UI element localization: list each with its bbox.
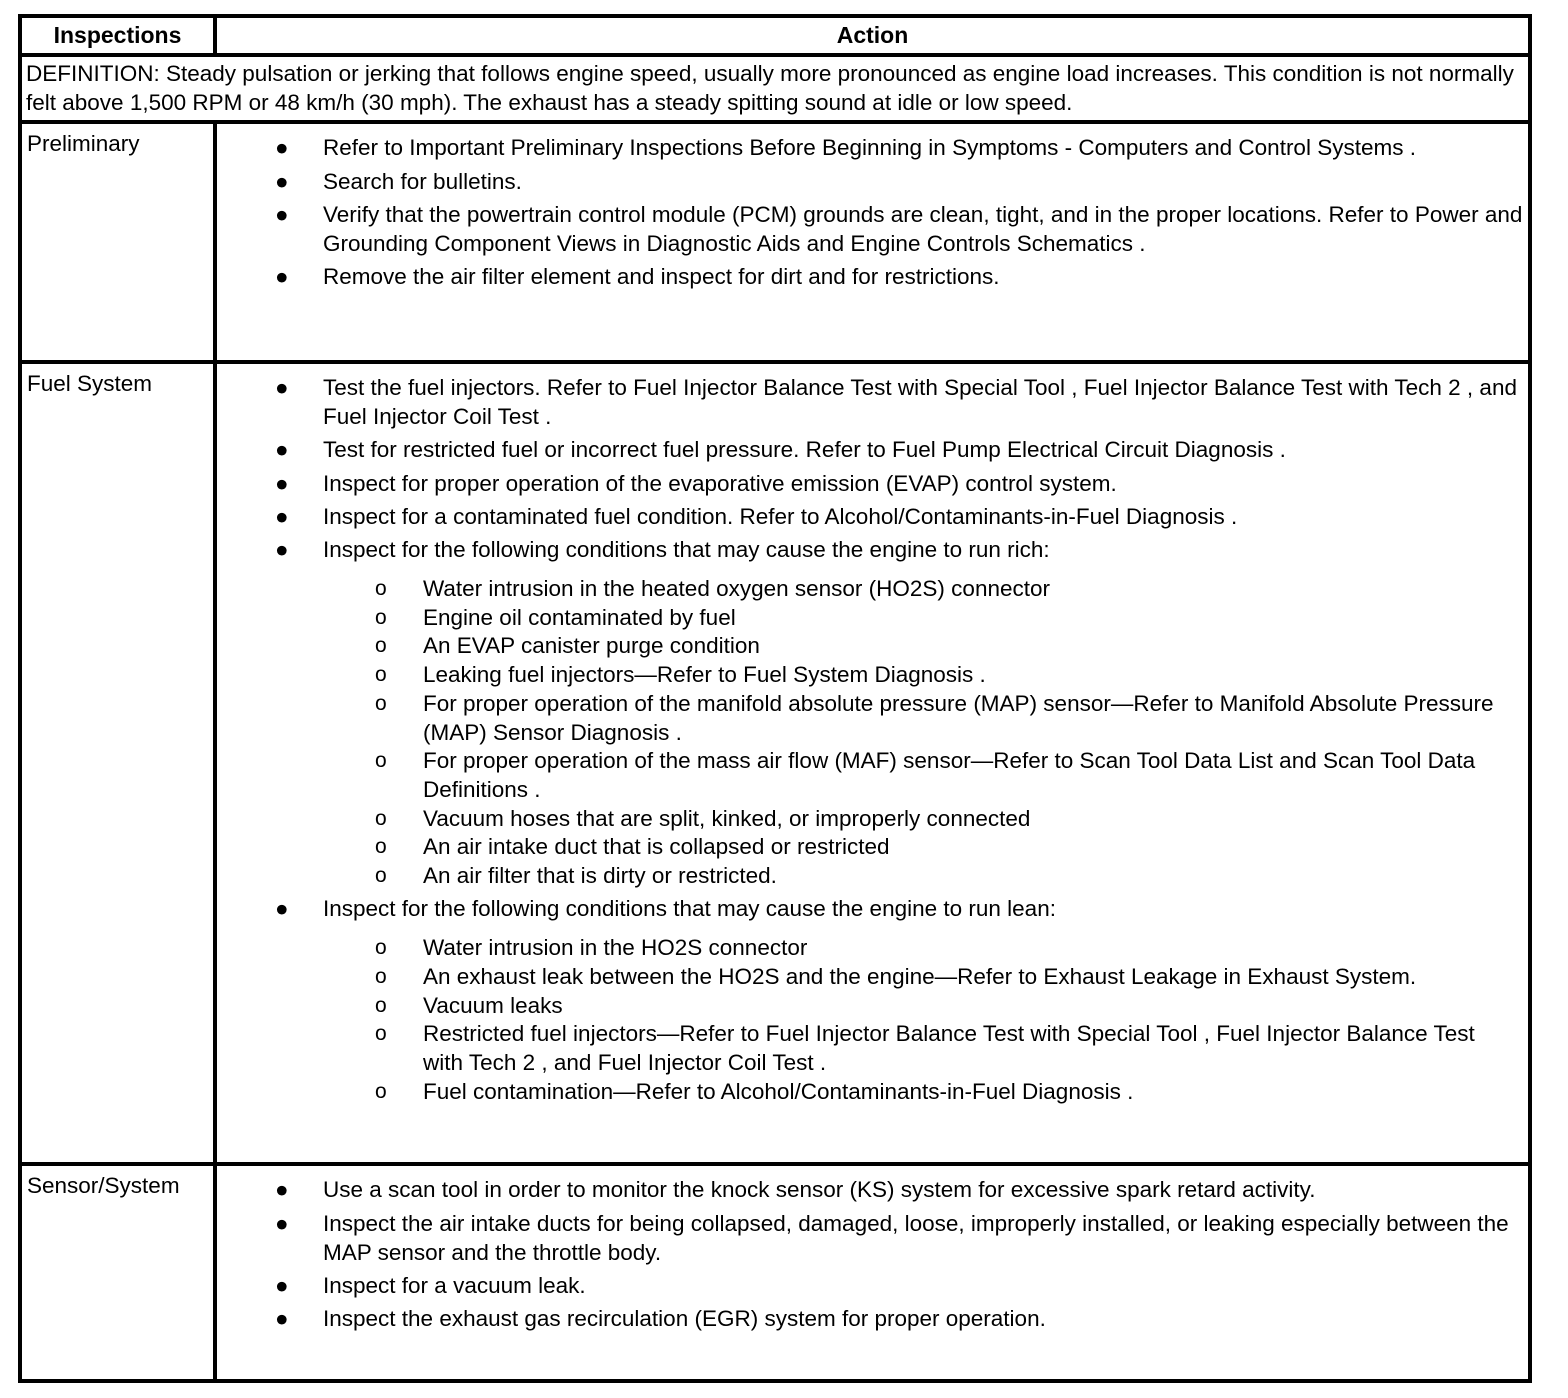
action-cell <box>215 362 1530 1164</box>
bullet-icon: ● <box>275 1177 289 1203</box>
circle-bullet-icon: o <box>375 864 387 888</box>
list-item <box>217 503 1524 532</box>
sub-list-item <box>217 862 1520 891</box>
bullet-icon: ● <box>275 168 289 194</box>
sub-list-item <box>217 934 1520 963</box>
action-list <box>217 1166 1528 1334</box>
circle-bullet-icon: o <box>375 1079 387 1103</box>
bullet-icon: ● <box>275 1272 289 1298</box>
action-cell <box>215 122 1530 362</box>
bullet-icon: ● <box>275 202 289 228</box>
bullet-icon: ● <box>275 896 289 922</box>
circle-bullet-icon: o <box>375 936 387 960</box>
header-row <box>20 16 1530 55</box>
list-item-text: Inspect for the following conditions that may cause the engine to run rich: <box>323 537 1050 563</box>
circle-bullet-icon: o <box>375 605 387 629</box>
action-list <box>217 124 1528 292</box>
circle-bullet-icon: o <box>375 691 387 715</box>
sub-list-item-text: An air filter that is dirty or restricted. <box>423 863 777 889</box>
list-item-text: Inspect for proper operation of the evaporative emission (EVAP) control system. <box>323 470 1117 496</box>
list-item-text: Remove the air filter element and inspect for dirt and for restrictions. <box>323 264 1000 290</box>
sub-list-item <box>217 963 1520 992</box>
table-row <box>20 1164 1530 1381</box>
bullet-icon: ● <box>275 503 289 529</box>
sub-list-item <box>217 992 1520 1021</box>
table-row <box>20 362 1530 1164</box>
definition-row <box>20 55 1530 122</box>
sub-list-item <box>217 805 1520 834</box>
sub-list-item <box>217 690 1520 747</box>
list-item-text: Inspect for a vacuum leak. <box>323 1272 586 1298</box>
bullet-icon: ● <box>275 537 289 563</box>
sub-list-item-text: Fuel contamination—Refer to Alcohol/Contaminants-in-Fuel Diagnosis . <box>423 1078 1134 1104</box>
circle-bullet-icon: o <box>375 749 387 773</box>
bullet-icon: ● <box>275 1210 289 1236</box>
circle-bullet-icon: o <box>375 634 387 658</box>
sub-list <box>323 924 1524 1106</box>
list-item-text: Use a scan tool in order to monitor the knock sensor (KS) system for excessive spark retard activity. <box>323 1177 1316 1203</box>
sub-list-item-text: For proper operation of the mass air flow (MAF) sensor—Refer to Scan Tool Data List and Scan Tool Data Definitions . <box>423 748 1476 802</box>
sub-list-item <box>217 747 1520 804</box>
bullet-icon: ● <box>275 437 289 463</box>
list-item-text: Refer to Important Preliminary Inspections Before Beginning in Symptoms - Computers and Control Systems . <box>323 135 1416 161</box>
sub-list-item-text: An exhaust leak between the HO2S and the engine—Refer to Exhaust Leakage in Exhaust System. <box>423 963 1417 989</box>
list-item <box>217 436 1524 465</box>
list-item-text: Inspect for a contaminated fuel condition. Refer to Alcohol/Contaminants-in-Fuel Diagnosis . <box>323 503 1238 529</box>
header-action: Action <box>215 16 1530 55</box>
bullet-icon: ● <box>275 1306 289 1332</box>
list-item-text: Search for bulletins. <box>323 168 522 194</box>
sub-list-item-text: Water intrusion in the heated oxygen sensor (HO2S) connector <box>423 576 1050 601</box>
header-inspections: Inspections <box>20 16 215 55</box>
list-item-text: Inspect for the following conditions that may cause the engine to run lean: <box>323 896 1056 922</box>
sub-list-item <box>217 632 1520 661</box>
sub-list-item <box>217 1078 1520 1107</box>
list-item <box>217 1210 1524 1267</box>
sub-list-item-text: Restricted fuel injectors—Refer to Fuel Injector Balance Test with Special Tool , Fuel Injector Balance Test with Tech 2 , and Fuel Injector Coil Test . <box>423 1021 1475 1075</box>
sub-list-item <box>217 833 1520 862</box>
bullet-icon: ● <box>275 470 289 496</box>
circle-bullet-icon: o <box>375 993 387 1017</box>
table-row <box>20 122 1530 362</box>
list-item <box>217 1305 1524 1334</box>
list-item <box>217 263 1524 292</box>
list-item <box>217 536 1524 890</box>
sub-list-item-text: Water intrusion in the HO2S connector <box>423 935 808 961</box>
list-item <box>217 470 1524 499</box>
circle-bullet-icon: o <box>375 964 387 988</box>
sub-list-item <box>217 1020 1520 1077</box>
list-item-text: Inspect the air intake ducts for being collapsed, damaged, loose, improperly installed, or leaking especially between the MAP sensor and the throttle body. <box>323 1210 1509 1265</box>
sub-list-item-text: Engine oil contaminated by fuel <box>423 604 736 630</box>
sub-list <box>323 565 1524 891</box>
sub-list-item-text: For proper operation of the manifold absolute pressure (MAP) sensor—Refer to Manifold Absolute Pressure (MAP) Sensor Diagnosis . <box>423 690 1494 745</box>
action-list <box>217 364 1528 1106</box>
list-item <box>217 201 1524 258</box>
sub-list-item <box>217 575 1520 604</box>
list-item-text: Verify that the powertrain control module (PCM) grounds are clean, tight, and in the proper locations. Refer to Power and Grounding Component Views in Diagnostic Aids and Engine Controls Schematics . <box>323 202 1523 256</box>
bullet-icon: ● <box>275 264 289 290</box>
list-item <box>217 895 1524 1106</box>
sub-list-item-text: An EVAP canister purge condition <box>423 633 760 659</box>
circle-bullet-icon: o <box>375 663 387 687</box>
sub-list-item-text: Vacuum hoses that are split, kinked, or improperly connected <box>423 805 1031 831</box>
list-item-text: Inspect the exhaust gas recirculation (EGR) system for proper operation. <box>323 1306 1046 1332</box>
definition-text: DEFINITION: Steady pulsation or jerking that follows engine speed, usually more pronounced as engine load increases. This condition is not normally felt above 1,500 RPM or 48 km/h (30 mph). The exhaust has a steady spitting sound at idle or low speed. <box>26 61 1514 115</box>
list-item-text: Test the fuel injectors. Refer to Fuel Injector Balance Test with Special Tool , Fuel Injector Balance Test with Tech 2 , and Fuel Injector Coil Test . <box>323 375 1517 429</box>
sub-list-item <box>217 661 1520 690</box>
inspection-label: Preliminary <box>27 131 140 157</box>
list-item <box>217 1272 1524 1301</box>
sub-list-item-text: Leaking fuel injectors—Refer to Fuel System Diagnosis . <box>423 662 986 688</box>
circle-bullet-icon: o <box>375 577 387 600</box>
inspection-label: Fuel System <box>27 371 153 397</box>
bullet-icon: ● <box>275 375 289 401</box>
circle-bullet-icon: o <box>375 1022 387 1046</box>
circle-bullet-icon: o <box>375 806 387 830</box>
action-cell <box>215 1164 1530 1381</box>
sub-list-item <box>217 604 1520 633</box>
list-item <box>217 374 1524 431</box>
list-item-text: Test for restricted fuel or incorrect fuel pressure. Refer to Fuel Pump Electrical Circuit Diagnosis . <box>323 437 1286 463</box>
list-item <box>217 168 1524 197</box>
diagnostic-table <box>18 14 1532 1383</box>
list-item <box>217 1176 1524 1205</box>
list-item <box>217 134 1524 163</box>
sub-list-item-text: An air intake duct that is collapsed or restricted <box>423 834 890 860</box>
bullet-icon: ● <box>275 135 289 161</box>
circle-bullet-icon: o <box>375 835 387 859</box>
sub-list-item-text: Vacuum leaks <box>423 992 563 1018</box>
inspection-label: Sensor/System <box>27 1173 180 1199</box>
